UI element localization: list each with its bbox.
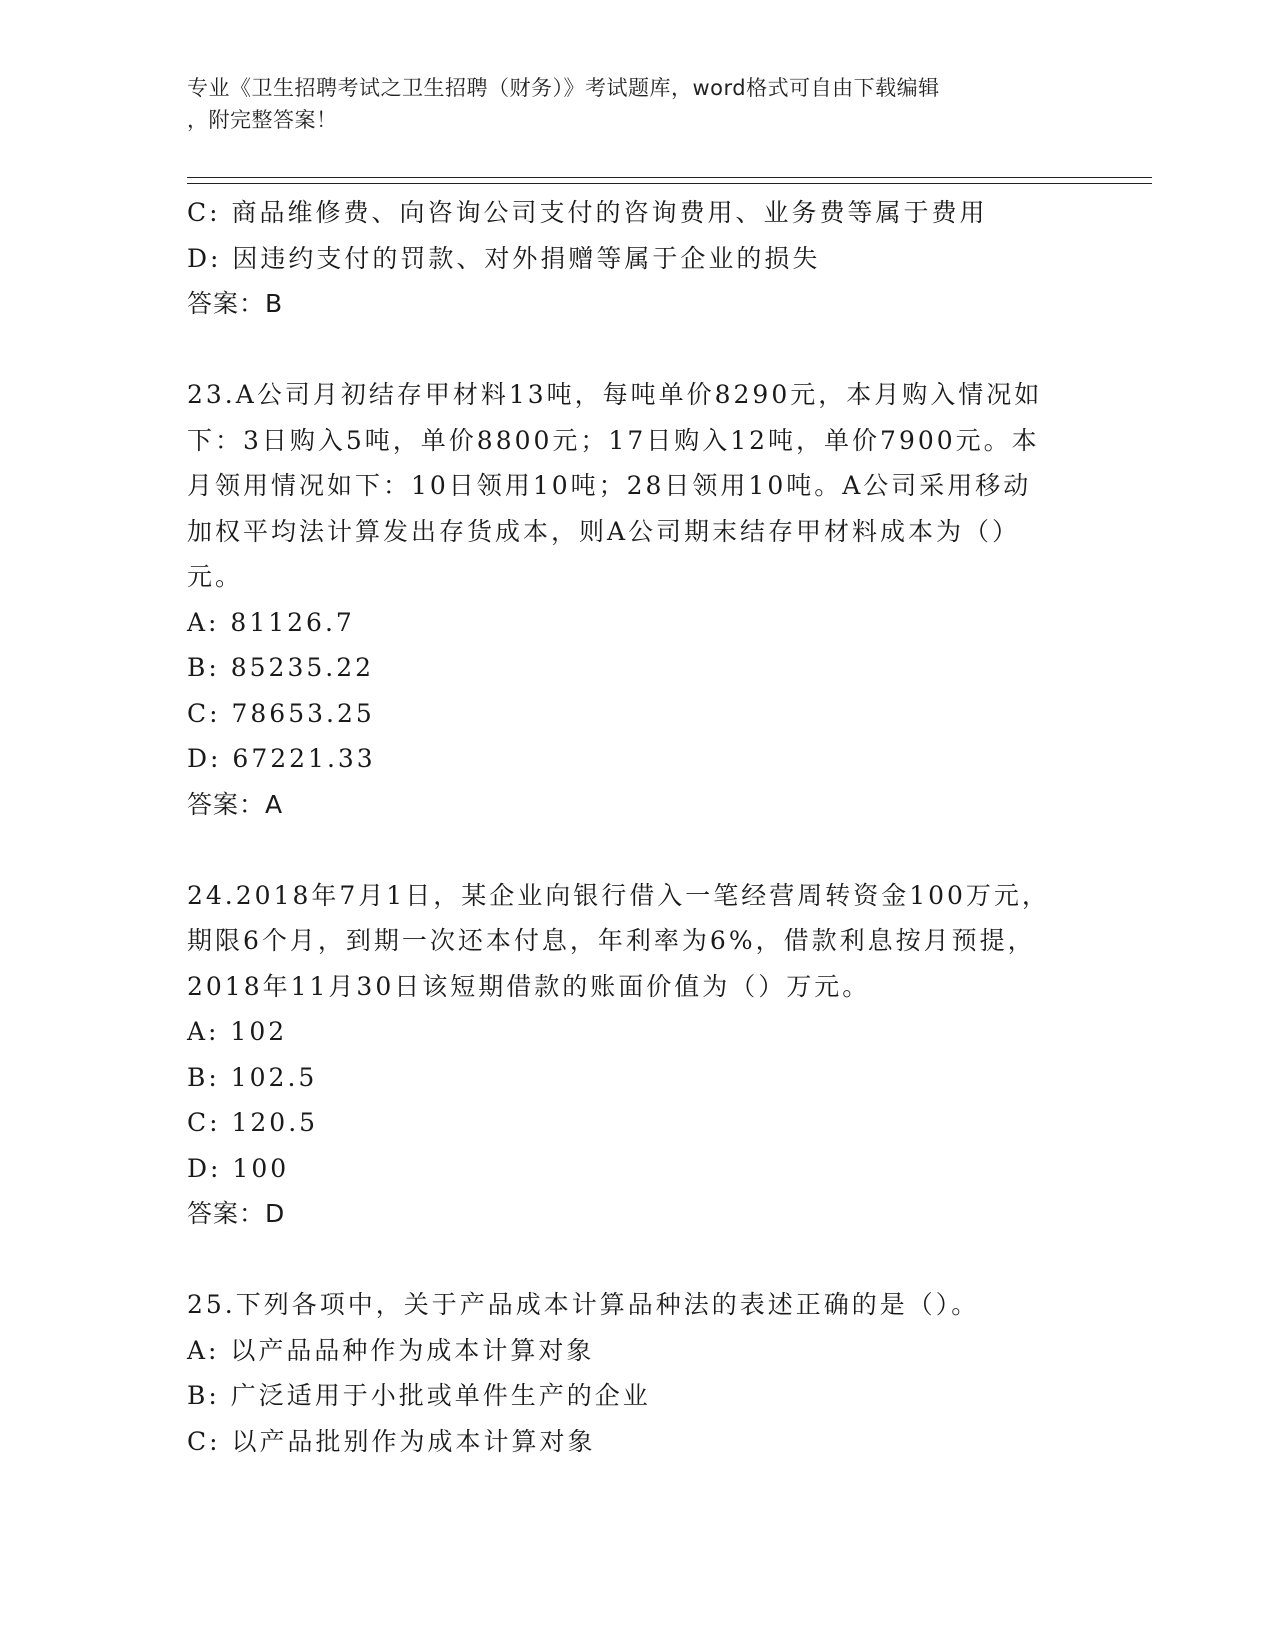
option-a: A: 81126.7 — [187, 607, 355, 637]
option-d: D: 100 — [187, 1153, 290, 1183]
answer-line: 答案：D — [187, 1199, 286, 1228]
option-c: C: 以产品批别作为成本计算对象 — [187, 1426, 596, 1456]
question-text-line: 月领用情况如下：10日领用10吨；28日领用10吨。A公司采用移动 — [187, 471, 1032, 500]
header-line-2: ，附完整答案！ — [187, 108, 338, 132]
question-24 — [187, 873, 1087, 1237]
option-b: B: 85235.22 — [187, 653, 375, 682]
question-text-line: 23.A公司月初结存甲材料13吨，每吨单价8290元，本月购入情况如 — [187, 380, 1043, 409]
question-text-line: 下：3日购入5吨，单价8800元；17日购入12吨，单价7900元。本 — [187, 425, 1040, 455]
question-text-line: 加权平均法计算发出存货成本，则A公司期末结存甲材料成本为（） — [187, 516, 1021, 546]
option-d: D: 67221.33 — [187, 744, 376, 773]
answer-line: 答案：A — [187, 789, 284, 819]
option-c: C: 商品维修费、向咨询公司支付的咨询费用、业务费等属于费用 — [187, 198, 988, 227]
header-rule-top — [187, 177, 1152, 178]
question-23 — [187, 372, 1087, 827]
header-line-1: 专业《卫生招聘考试之卫生招聘（财务）》考试题库，word格式可自由下载编辑 — [187, 76, 940, 100]
question-text-line: 24.2018年7月1日，某企业向银行借入一笔经营周转资金100万元， — [187, 880, 1050, 910]
option-a: A: 以产品品种作为成本计算对象 — [187, 1335, 595, 1365]
prev-question — [187, 190, 1087, 327]
option-c: C: 78653.25 — [187, 698, 375, 728]
question-25 — [187, 1282, 1087, 1464]
option-a: A: 102 — [187, 1017, 288, 1046]
option-b: B: 102.5 — [187, 1062, 318, 1092]
option-b: B: 广泛适用于小批或单件生产的企业 — [187, 1381, 651, 1410]
header-rule-bottom — [187, 183, 1152, 184]
document-header — [187, 72, 1087, 136]
option-c: C: 120.5 — [187, 1108, 319, 1137]
question-text-line: 元。 — [187, 562, 244, 591]
option-d: D: 因违约支付的罚款、对外捐赠等属于企业的损失 — [187, 243, 821, 273]
question-text-line: 25.下列各项中，关于产品成本计算品种法的表述正确的是（）。 — [187, 1290, 980, 1319]
question-text-line: 2018年11月30日该短期借款的账面价值为（）万元。 — [187, 971, 871, 1001]
question-text-line: 期限6个月，到期一次还本付息，年利率为6%，借款利息按月预提， — [187, 926, 1036, 955]
answer-line: 答案：B — [187, 289, 284, 318]
question-content — [187, 190, 1087, 1464]
